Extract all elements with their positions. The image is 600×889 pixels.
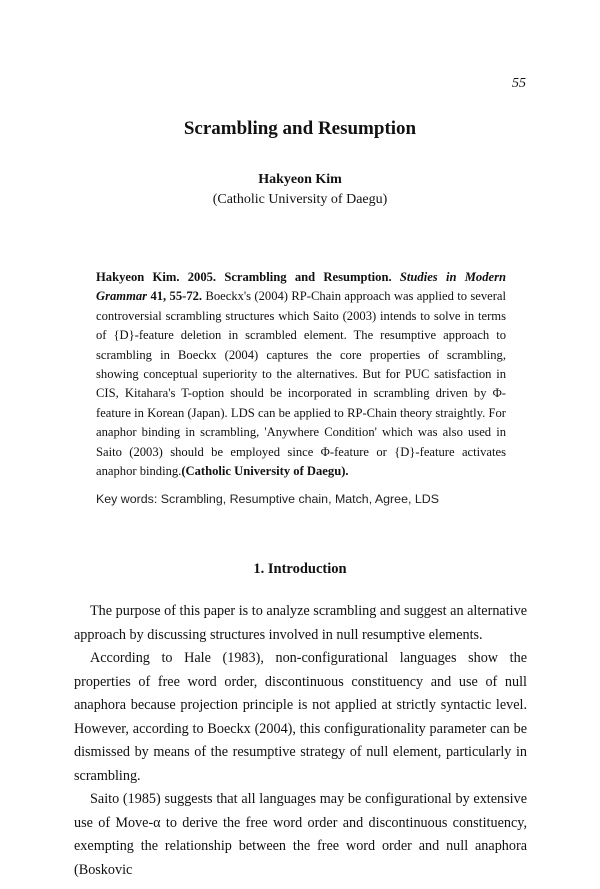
keywords: Key words: Scrambling, Resumptive chain, Match, Agree, LDS (96, 492, 439, 506)
abstract-body: Boeckx's (2004) RP-Chain approach was applied to several controversial scrambling structures which Saito (2003) intends to solve in terms of {D}-feature deletion in scrambled element. The resumptive approach to scrambling in Boeckx (2004) captures the core properties of scrambling, showing conceptual superiority to the alternatives. But for PUC satisfaction in CIS, Kitahara's T-option should be incorporated in scrambling driven by Φ-feature in Korean (Japan). LDS can be applied to RP-Chain theory straightly. For anaphor binding in scrambling, 'Anywhere Condition' which was also used in Saito (2003) should be employed since Φ-feature or {D}-feature activates anaphor binding. (96, 289, 507, 479)
paper-title: Scrambling and Resumption (183, 118, 417, 139)
paragraph: Saito (1985) suggests that all languages may be configurational by extensive use of Move-α to derive the free word order and discontinuous constituency, exempting the relationship between the free word order and null anaphora (Boskovic (74, 791, 527, 878)
section-heading: 1. Introduction (253, 561, 347, 577)
author-affiliation: (Catholic University of Daegu) (212, 192, 388, 207)
paragraph: According to Hale (1983), non-configurational languages show the properties of free word order, discontinuous constituency and use of null anaphora because projection principle is not applied at strictly syntactic level. However, according to Boeckx (2004), this configurationality parameter can be dismissed by means of the resumptive strategy of null element, particularly in scrambling. (74, 650, 527, 784)
abstract-affiliation-note: (Catholic University of Daegu). (181, 464, 349, 479)
abstract-volume-pages: 41, 55-72. (150, 289, 203, 304)
page-number: 55 (512, 76, 526, 91)
section-body (74, 600, 527, 882)
abstract-journal: Studies in Modern Grammar (96, 270, 506, 304)
paragraph: The purpose of this paper is to analyze scrambling and suggest an alternative approach by discussing structures involved in null resumptive elements. (74, 603, 527, 643)
abstract (96, 268, 506, 481)
author-name: Hakyeon Kim (258, 172, 342, 187)
abstract-citation: Hakyeon Kim. 2005. Scrambling and Resumption. (96, 270, 392, 284)
